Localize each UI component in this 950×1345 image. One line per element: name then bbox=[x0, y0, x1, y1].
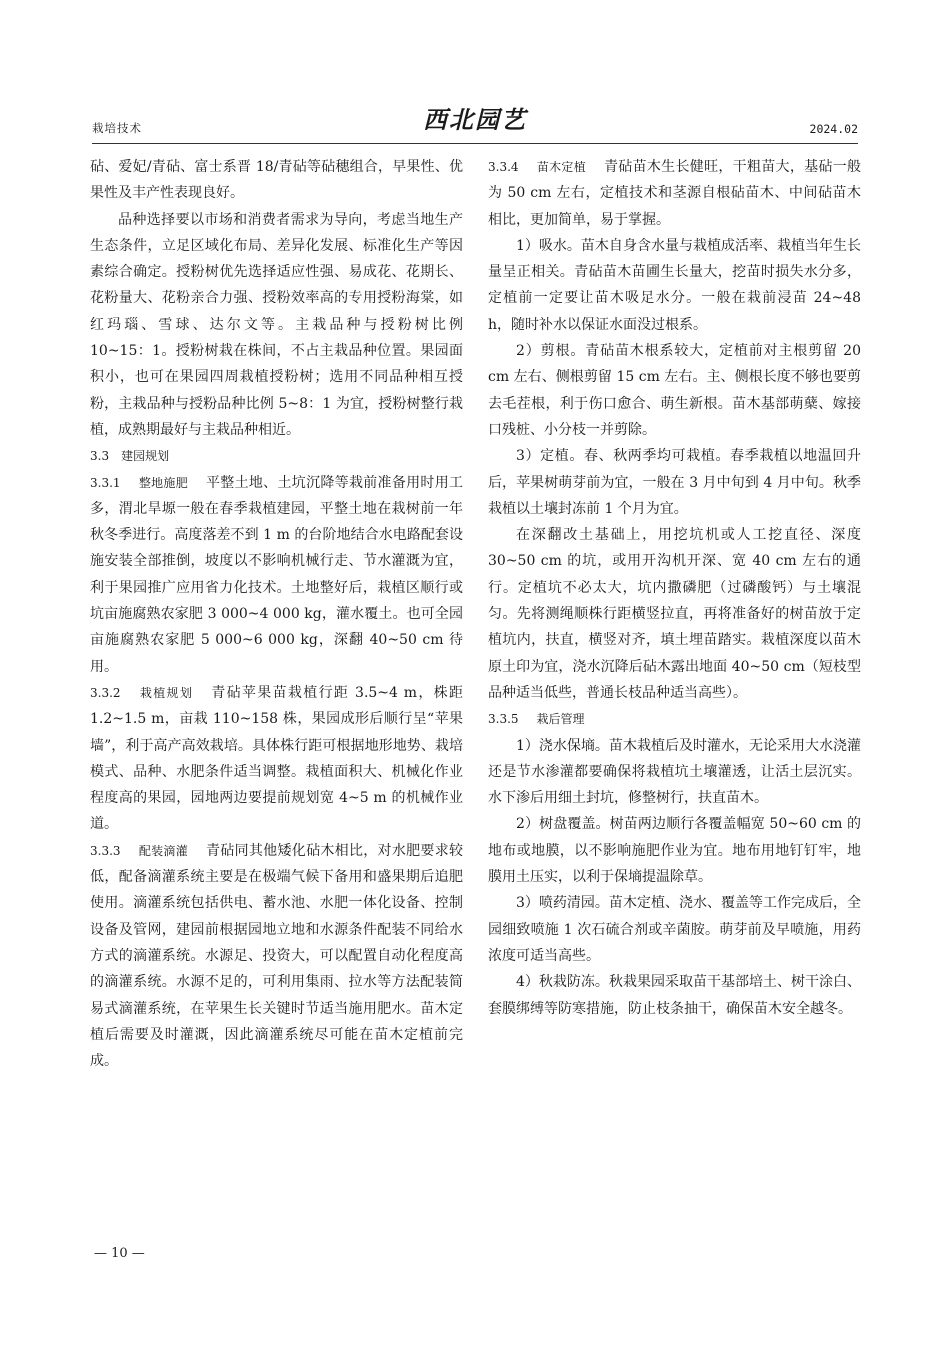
right-column bbox=[488, 154, 861, 1022]
subsection-paragraph bbox=[90, 838, 463, 1075]
subsection-number: 3.3.2 bbox=[90, 685, 121, 700]
subsection-label bbox=[488, 160, 604, 174]
subsection-heading bbox=[488, 706, 861, 732]
paragraph: 2）剪根。青砧苗木根系较大，定植前对主根剪留 20 cm 左右、侧根剪留 15 cm 左右。主、侧根长度不够也要剪去毛茬根，利于伤口愈合、萌生新根。苗木基部萌蘖、嫁接口残桩、小分枝一并剪除。 bbox=[488, 343, 861, 438]
subsection-number: 3.3.1 bbox=[90, 475, 121, 490]
paragraph: 3）定植。春、秋两季均可栽植。春季栽植以地温回升后，苹果树萌芽前为宜，一般在 3 月中旬到 4 月中旬。秋季栽植以土壤封冻前 1 个月为宜。 bbox=[488, 448, 861, 517]
subsection-title: 栽植规划 bbox=[138, 685, 194, 700]
subsection-text: 青砧苹果苗栽植行距 3.5~4 m，株距 1.2~1.5 m，亩栽 110~158 株，果园成形后顺行呈“苹果墙”，利于高产高效栽培。具体株行距可根据地形地势、栽培模式、品种、水肥条件适当调整。栽植面积大、机械化作业程度高的果园，园地两边要提前规划宽 4~5 m 的机械作业道。 bbox=[90, 684, 463, 833]
subsection-text: 平整土地、土坑沉降等栽前准备用时用工多，渭北旱塬一般在春季栽植建园，平整土地在栽树前一年秋冬季进行。高度落差不到 1 m 的台阶地结合水电路配套设施安装全部推倒，坡度以不影响机械行走、节水灌溉为宜，利于果园推广应用省力化技术。土地整好后，栽植区顺行或坑亩施腐熟农家肥 3 000~4 000 kg，灌水覆土。也可全园亩施腐熟农家肥 5 000~6 000 kg，深翻 40~50 cm 待用。 bbox=[90, 474, 463, 675]
subsection-title: 栽后管理 bbox=[536, 712, 585, 727]
page-header bbox=[92, 100, 858, 144]
subsection-label bbox=[90, 476, 206, 490]
paragraph: 3）喷药清园。苗木定植、浇水、覆盖等工作完成后，全园细致喷施 1 次石硫合剂或辛菌胺。萌芽前及早喷施，用药浓度可适当高些。 bbox=[488, 895, 861, 964]
paragraph: 砧、爱妃/青砧、富士系晋 18/青砧等砧穗组合，早果性、优果性及丰产性表现良好。 bbox=[90, 159, 463, 202]
subsection-title: 配装滴灌 bbox=[138, 843, 189, 858]
subsection-paragraph bbox=[90, 680, 463, 838]
paragraph: 1）浇水保墒。苗木栽植后及时灌水，无论采用大水浇灌还是节水渗灌都要确保将栽植坑土壤灌透，让活土层沉实。水下渗后用细土封坑，修整树行，扶直苗木。 bbox=[488, 737, 861, 807]
paragraph: 在深翻改土基础上，用挖坑机或人工挖直径、深度 30~50 cm 的坑，或用开沟机开深、宽 40 cm 左右的通行。定植坑不必太大，坑内撒磷肥（过磷酸钙）与土壤混匀。先将测绳顺株行距横竖拉直，再将准备好的树苗放于定植坑内，扶直，横竖对齐，填土埋苗踏实。栽植深度以苗木原土印为宜，浇水沉降后砧木露出地面 40~50 cm（短枝型品种适当低些，普通长枝品种适当高些）。 bbox=[488, 527, 861, 701]
subsection-label bbox=[488, 712, 603, 726]
paragraph: 2）树盘覆盖。树苗两边顺行各覆盖幅宽 50~60 cm 的地布或地膜，以不影响施肥作业为宜。地布用地钉钉牢，地膜用土压实，以利于保墒提温除草。 bbox=[488, 816, 861, 886]
paragraph: 1）吸水。苗木自身含水量与栽植成活率、栽植当年生长量呈正相关。青砧苗木苗圃生长量大，挖苗时损失水分多，定植前一定要让苗木吸足水分。一般在栽前浸苗 24~48 h，随时补水以保证水面没过根系。 bbox=[488, 237, 861, 333]
subsection-paragraph bbox=[488, 154, 861, 233]
subsection-paragraph bbox=[90, 470, 463, 680]
journal-title: 西北园艺 bbox=[423, 105, 527, 134]
left-column bbox=[90, 154, 463, 1074]
issue-label: 2024.02 bbox=[809, 122, 858, 136]
header-rule bbox=[92, 143, 858, 144]
subsection-number: 3.3.4 bbox=[488, 160, 519, 174]
subsection-text: 青砧苗木生长健旺，干粗苗大，基砧一般为 50 cm 左右，定植技术和茎源自根砧苗木、中间砧苗木相比，更加简单，易于掌握。 bbox=[488, 159, 861, 228]
subsection-label bbox=[90, 844, 206, 858]
page-number: — 10 — bbox=[94, 1246, 145, 1261]
paragraph: 品种选择要以市场和消费者需求为导向，考虑当地生产生态条件，立足区域化布局、差异化发展、标准化生产等因素综合确定。授粉树优先选择适应性强、易成花、花期长、花粉量大、花粉亲合力强、授粉效率高的专用授粉海棠，如红玛瑙、雪球、达尔文等。主栽品种与授粉树比例 10~15：1。授粉树栽在株间，不占主栽品种位置。果园面积小，也可在果园四周栽植授粉树；选用不同品种相互授粉，主栽品种与授粉品种比例 5~8：1 为宜，授粉树整行栽植，成熟期最好与主栽品种相近。 bbox=[90, 211, 463, 438]
subsection-label bbox=[90, 686, 211, 700]
paragraph: 4）秋栽防冻。秋栽果园采取苗干基部培土、树干涂白、套膜绑缚等防寒措施，防止枝条抽干，确保苗木安全越冬。 bbox=[488, 974, 861, 1017]
subsection-number: 3.3.5 bbox=[488, 712, 519, 727]
subsection-title: 苗木定植 bbox=[536, 160, 587, 174]
subsection-number: 3.3.3 bbox=[90, 843, 121, 858]
subsection-title: 整地施肥 bbox=[138, 475, 189, 490]
section-label: 栽培技术 bbox=[92, 121, 142, 135]
section-heading: 3.3 建园规划 bbox=[90, 449, 170, 464]
subsection-text: 青砧同其他矮化砧木相比，对水肥要求较低，配备滴灌系统主要是在极端气候下备用和盛果期后追肥使用。滴灌系统包括供电、蓄水池、水肥一体化设备、控制设备及管网，建园前根据园地立地和水源条件配装不同给水方式的滴灌系统。水源足、投资大，可以配置自动化程度高的滴灌系统。水源不足的，可利用集雨、拉水等方法配装简易式滴灌系统，在苹果生长关键时节适当施用肥水。苗木定植后需要及时灌溉，因此滴灌系统尽可能在苗木定植前完成。 bbox=[90, 842, 463, 1070]
